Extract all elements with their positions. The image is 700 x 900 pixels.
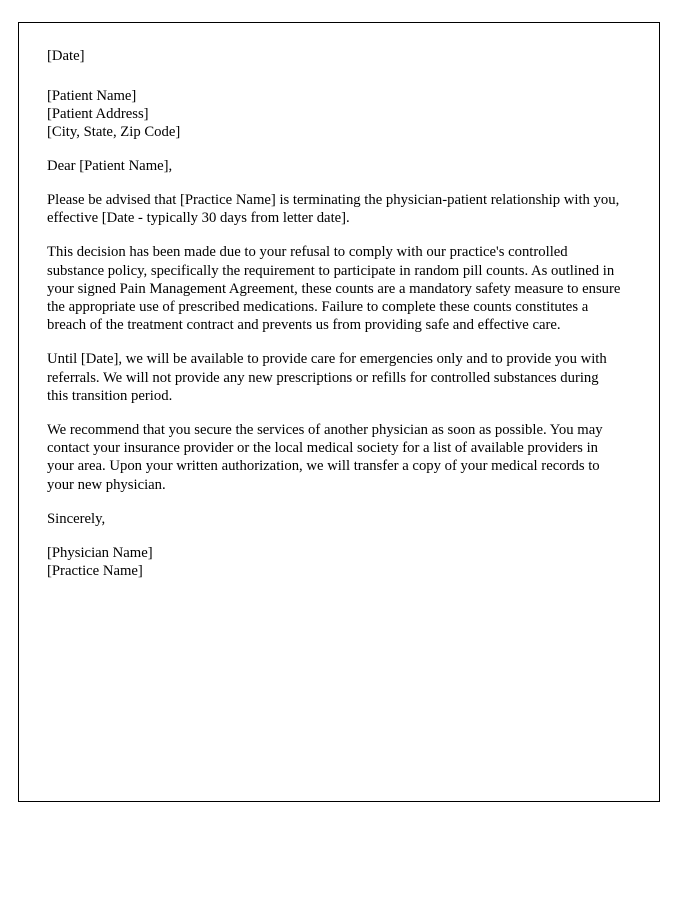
spacer (47, 141, 623, 157)
signature-block (47, 544, 623, 580)
paragraph-termination-notice: Please be advised that [Practice Name] is terminating the physician-patient relationship with you, effective [Date - typically 30 days from letter date]. (47, 192, 620, 227)
signature-practice-name: [Practice Name] (47, 562, 143, 579)
paragraph-referral-records: We recommend that you secure the services of another physician as soon as possible. You may contact your insurance provider or the local medical society for a list of available providers in your area. Upon your written authorization, we will transfer a copy of your medical records to your new physician. (47, 422, 603, 493)
paragraph-interim-care: Until [Date], we will be available to provide care for emergencies only and to provide you with referrals. We will not provide any new prescriptions or refills for controlled substances during this transition period. (47, 351, 607, 404)
letter-page (18, 22, 660, 802)
recipient-street: [Patient Address] (47, 106, 149, 122)
date-line: [Date] (47, 48, 85, 64)
letter-content (47, 47, 623, 580)
paragraph-reason: This decision has been made due to your refusal to comply with our practice's controlled substance policy, specifically the requirement to participate in random pill counts. As outlined in your signed Pain Management Agreement, these counts are a mandatory safety measure to ensure the appropriate use of prescribed medications. Failure to complete these counts constitutes a breach of the treatment contract and prevents us from providing safe and effective care. (47, 244, 621, 334)
closing: Sincerely, (47, 510, 106, 527)
salutation: Dear [Patient Name], (47, 158, 173, 174)
recipient-address-block (47, 87, 623, 141)
signature-physician-name: [Physician Name] (47, 544, 153, 561)
recipient-name: [Patient Name] (47, 88, 137, 104)
recipient-city-state-zip: [City, State, Zip Code] (47, 124, 181, 140)
